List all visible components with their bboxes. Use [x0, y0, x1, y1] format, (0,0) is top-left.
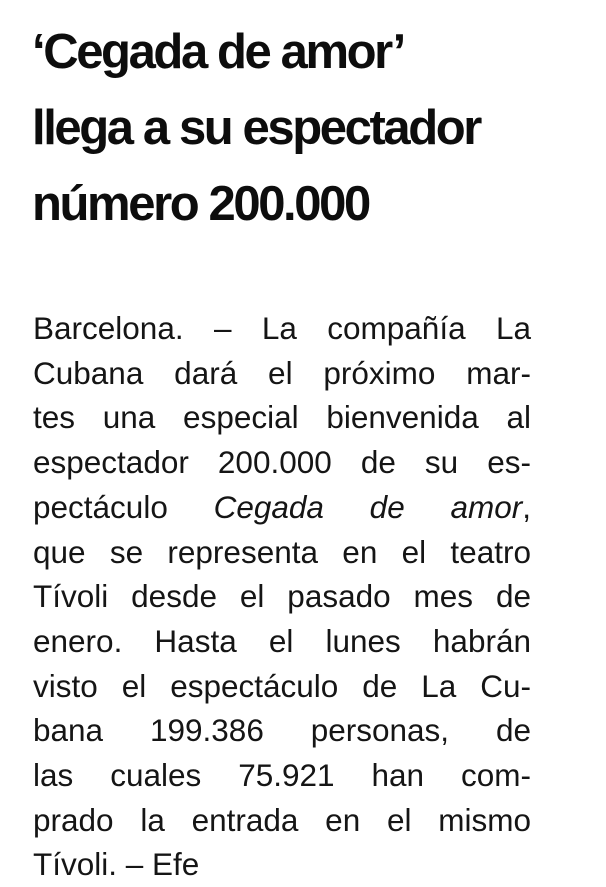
- body-line: [33, 798, 531, 843]
- body-line: [33, 664, 531, 709]
- article-body: [33, 306, 531, 887]
- article-headline: [32, 14, 480, 242]
- show-title: Cegada de amor: [213, 488, 523, 525]
- body-line-text: prado la entrada en el mismo: [33, 801, 531, 838]
- body-line: [33, 574, 531, 619]
- body-line: [33, 351, 531, 396]
- body-line-text: bana 199.386 personas, de: [33, 712, 531, 749]
- body-line-text: Tívoli. – Efe: [33, 846, 200, 883]
- body-line: [33, 440, 531, 485]
- body-line: [33, 619, 531, 664]
- body-line-text: ,: [522, 488, 531, 525]
- body-line-text: Tívoli desde el pasado mes de: [33, 578, 531, 615]
- headline-line: número 200.000: [32, 177, 369, 231]
- body-line-text: tes una especial bienvenida al: [33, 399, 531, 436]
- body-line: [33, 306, 531, 351]
- body-line: [33, 395, 531, 440]
- headline-line: ‘Cegada de amor’: [32, 25, 404, 79]
- body-line: [33, 753, 531, 798]
- body-line-text: Cubana dará el próximo mar-: [33, 354, 531, 391]
- body-line: [33, 530, 531, 575]
- body-line-last: [33, 842, 531, 887]
- body-line: [33, 708, 531, 753]
- body-line-text: las cuales 75.921 han com-: [33, 757, 531, 794]
- body-line-text: que se representa en el teatro: [33, 533, 531, 570]
- body-line-text: espectador 200.000 de su es-: [33, 444, 531, 481]
- headline-line: llega a su espectador: [32, 101, 480, 155]
- body-line-text: Barcelona. – La compañía La: [33, 310, 531, 346]
- body-line-text: pectáculo: [33, 488, 214, 525]
- body-line-text: visto el espectáculo de La Cu-: [33, 667, 531, 704]
- body-line-text: enero. Hasta el lunes habrán: [33, 622, 531, 659]
- body-line: [33, 485, 531, 530]
